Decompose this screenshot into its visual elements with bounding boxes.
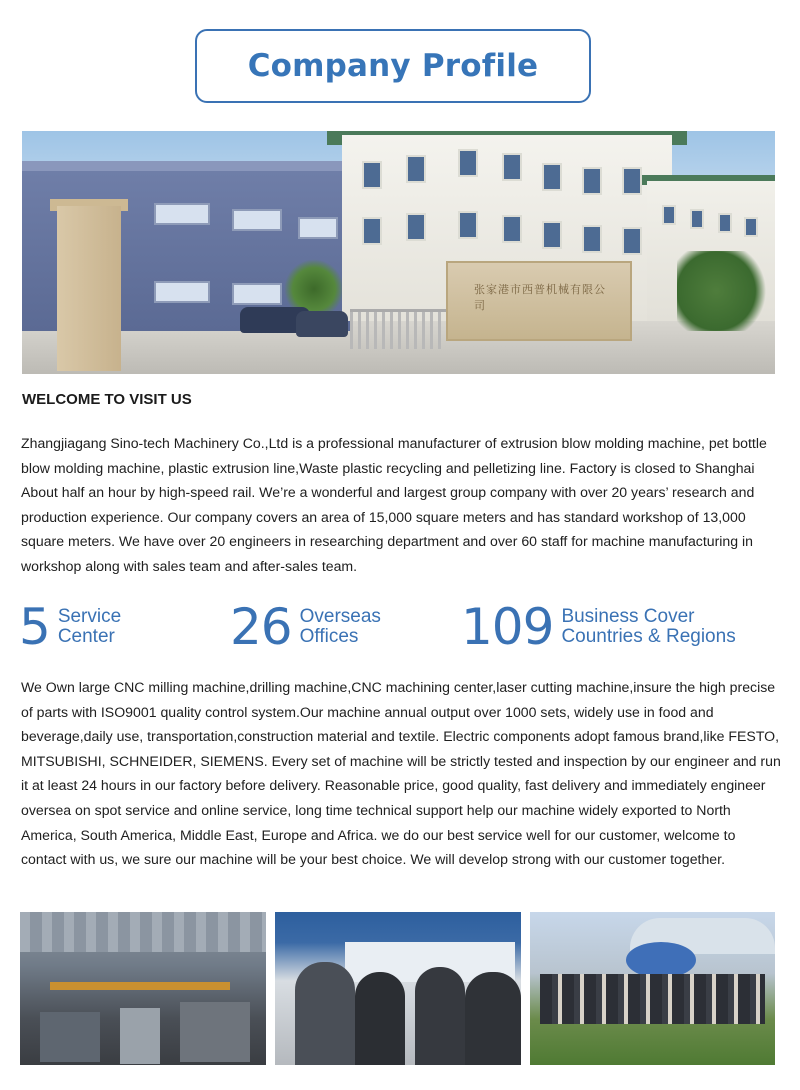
stat-label [561,607,735,647]
title-banner [195,29,591,103]
stat-label-line1: Business Cover [561,606,695,627]
exhibition-booth-photo [275,912,521,1065]
stat-number: 26 [230,598,292,656]
stat-number: 109 [461,598,554,656]
stat-label-line1: Service [57,606,122,627]
stat-label-line1: Overseas [299,606,381,627]
intro-paragraph: Zhangjiagang Sino-tech Machinery Co.,Ltd is a professional manufacturer of extrusion blow molding machine, pet bottle blow molding machine, plastic extrusion line,Waste plastic recycling and pelletizing line. Factory is closed to Shanghai About half an hour by high-speed rail. We’re a wonderful and largest group company with over 20 years’ research and production experience. Our company covers an area of 15,000 square meters and has standard workshop of 13,000 square meters. We have over 20 engineers in researching department and over 60 staff for machine manufacturing in workshop along with sales team and after-sales team. [21,435,767,574]
stat-label-line2: Center [57,626,115,647]
stat-label-line2: Offices [299,626,359,647]
page-title: Company Profile [247,48,539,84]
stat-business-cover [461,600,736,654]
welcome-heading: WELCOME TO VISIT US [22,391,192,408]
group-photo [530,912,775,1065]
factory-sign: 张家港市西普机械有限公司 [474,283,606,312]
workshop-photo [20,912,266,1065]
stat-label [300,607,381,647]
stat-overseas-offices [230,600,381,654]
stat-number: 5 [19,598,50,656]
stat-service-center [19,600,121,654]
factory-photo [22,131,775,374]
stat-label-line2: Countries & Regions [561,626,736,647]
details-paragraph: We Own large CNC milling machine,drilling machine,CNC machining center,laser cutting machine,insure the high precise of parts with ISO9001 quality control system.Our machine annual output over 1000 sets, widely use in food and beverage,daily use, transportation,construction material and textile. Electric components adopt famous brand,like FESTO, MITSUBISHI, SCHNEIDER, SIEMENS. Every set of machine will be strictly tested and inspection by our engineer and run it at least 24 hours in our factory before delivery. Reasonable price, good quality, fast delivery and immediately engineer oversea on spot service and online service, long time technical support help our machine widely exported to North America, South America, Middle East, Europe and Africa. we do our best service well for our customer, welcome to contact with us, we sure our machine will be your best choice. We will develop strong with our customer together. [21,679,781,868]
stat-label [58,607,121,647]
